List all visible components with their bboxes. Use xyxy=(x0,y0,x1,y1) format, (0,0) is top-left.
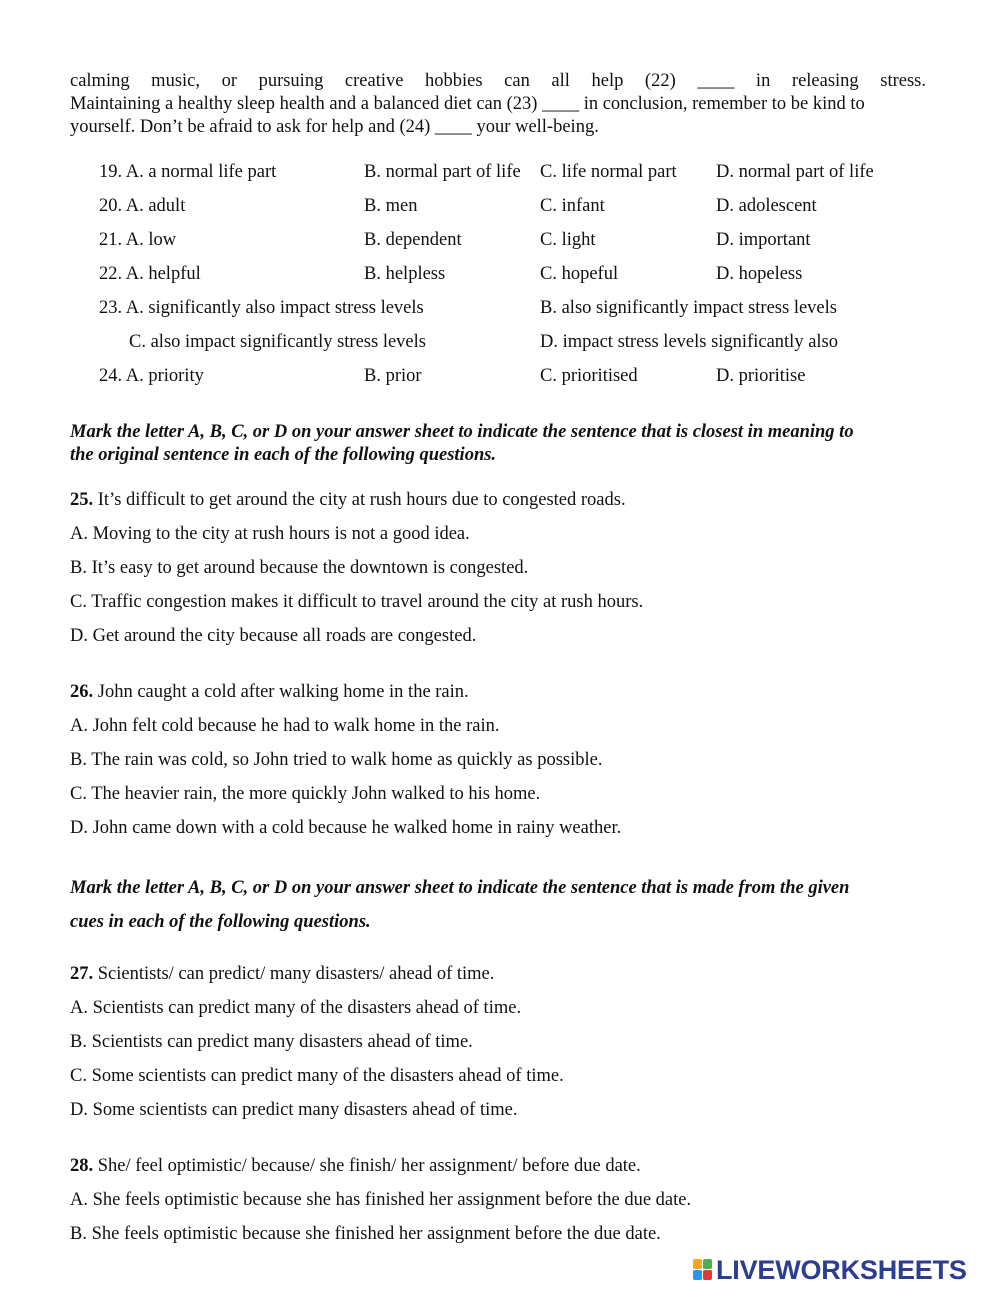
liveworksheets-logo xyxy=(693,1255,967,1285)
option-c: C. also impact significantly stress levels xyxy=(129,332,426,352)
reading-passage xyxy=(70,70,926,139)
option-c: C. hopeful xyxy=(540,264,619,284)
logo-text: LIVEWORKSHEETS xyxy=(716,1255,967,1285)
option-b: B. also significantly impact stress levels xyxy=(540,298,837,318)
option-a: 19. A. a normal life part xyxy=(99,162,277,182)
question-28-option-a: A. She feels optimistic because she has finished her assignment before the due date. xyxy=(70,1190,692,1210)
question-27-option-a: A. Scientists can predict many of the disasters ahead of time. xyxy=(70,998,522,1018)
question-28-stem xyxy=(70,1154,641,1178)
question-23-options-row2 xyxy=(0,330,1000,354)
question-20-options xyxy=(0,194,1000,218)
instruction-line: cues in each of the following questions. xyxy=(70,912,371,932)
option-b: B. prior xyxy=(364,366,422,386)
question-24-options xyxy=(0,364,1000,388)
question-number: 26. xyxy=(70,682,94,702)
mark-square xyxy=(703,1270,712,1280)
option-c: C. prioritised xyxy=(540,366,638,386)
passage-line: Maintaining a healthy sleep health and a balanced diet can (23) ____ in conclusion, remember to be kind to xyxy=(70,94,865,114)
mark-square xyxy=(693,1259,702,1269)
question-number: 28. xyxy=(70,1156,94,1176)
question-25-option-c: C. Traffic congestion makes it difficult to travel around the city at rush hours. xyxy=(70,592,644,612)
question-26-option-c: C. The heavier rain, the more quickly John walked to his home. xyxy=(70,784,541,804)
question-27-option-c: C. Some scientists can predict many of the disasters ahead of time. xyxy=(70,1066,564,1086)
option-b: B. dependent xyxy=(364,230,462,250)
option-d: D. prioritise xyxy=(716,366,806,386)
question-26-option-a: A. John felt cold because he had to walk home in the rain. xyxy=(70,716,500,736)
instruction-given-cues xyxy=(70,871,930,939)
question-23-options-row1 xyxy=(0,296,1000,320)
question-27-option-b: B. Scientists can predict many disasters ahead of time. xyxy=(70,1032,473,1052)
question-text: John caught a cold after walking home in the rain. xyxy=(93,682,469,702)
question-26-option-d: D. John came down with a cold because he walked home in rainy weather. xyxy=(70,818,622,838)
option-a: 22. A. helpful xyxy=(99,264,201,284)
option-d: D. important xyxy=(716,230,811,250)
option-a: 20. A. adult xyxy=(99,196,186,216)
question-25-stem xyxy=(70,488,626,512)
option-c: C. life normal part xyxy=(540,162,677,182)
question-27-option-d: D. Some scientists can predict many disasters ahead of time. xyxy=(70,1100,518,1120)
option-a: 21. A. low xyxy=(99,230,177,250)
liveworksheets-mark-icon xyxy=(693,1259,712,1281)
option-c: C. infant xyxy=(540,196,605,216)
option-d: D. adolescent xyxy=(716,196,817,216)
question-19-options xyxy=(0,160,1000,184)
question-text: Scientists/ can predict/ many disasters/ ahead of time. xyxy=(93,964,495,984)
instruction-line: Mark the letter A, B, C, or D on your answer sheet to indicate the sentence that is closest in meaning to xyxy=(70,422,854,442)
question-25-option-a: A. Moving to the city at rush hours is not a good idea. xyxy=(70,524,470,544)
mark-square xyxy=(693,1270,702,1280)
option-b: B. men xyxy=(364,196,418,216)
question-number: 25. xyxy=(70,490,94,510)
mark-square xyxy=(703,1259,712,1269)
question-26-stem xyxy=(70,680,469,704)
question-26-option-b: B. The rain was cold, so John tried to walk home as quickly as possible. xyxy=(70,750,603,770)
option-a: 23. A. significantly also impact stress levels xyxy=(99,298,424,318)
question-25-option-b: B. It’s easy to get around because the downtown is congested. xyxy=(70,558,529,578)
question-22-options xyxy=(0,262,1000,286)
option-d: D. hopeless xyxy=(716,264,803,284)
question-28-option-b: B. She feels optimistic because she finished her assignment before the due date. xyxy=(70,1224,661,1244)
question-text: It’s difficult to get around the city at rush hours due to congested roads. xyxy=(93,490,626,510)
option-d: D. normal part of life xyxy=(716,162,874,182)
passage-line: calming music, or pursuing creative hobbies can all help (22) ____ in releasing stress. xyxy=(70,71,926,91)
instruction-line: the original sentence in each of the following questions. xyxy=(70,445,497,465)
option-b: B. normal part of life xyxy=(364,162,521,182)
question-21-options xyxy=(0,228,1000,252)
option-b: B. helpless xyxy=(364,264,446,284)
option-d: D. impact stress levels significantly also xyxy=(540,332,838,352)
question-number: 27. xyxy=(70,964,94,984)
instruction-line: Mark the letter A, B, C, or D on your answer sheet to indicate the sentence that is made from the given xyxy=(70,878,850,898)
instruction-closest-meaning xyxy=(70,421,930,467)
question-25-option-d: D. Get around the city because all roads are congested. xyxy=(70,626,477,646)
option-a: 24. A. priority xyxy=(99,366,204,386)
option-c: C. light xyxy=(540,230,596,250)
question-text: She/ feel optimistic/ because/ she finish/ her assignment/ before due date. xyxy=(93,1156,641,1176)
question-27-stem xyxy=(70,962,494,986)
passage-line: yourself. Don’t be afraid to ask for help and (24) ____ your well-being. xyxy=(70,117,599,137)
